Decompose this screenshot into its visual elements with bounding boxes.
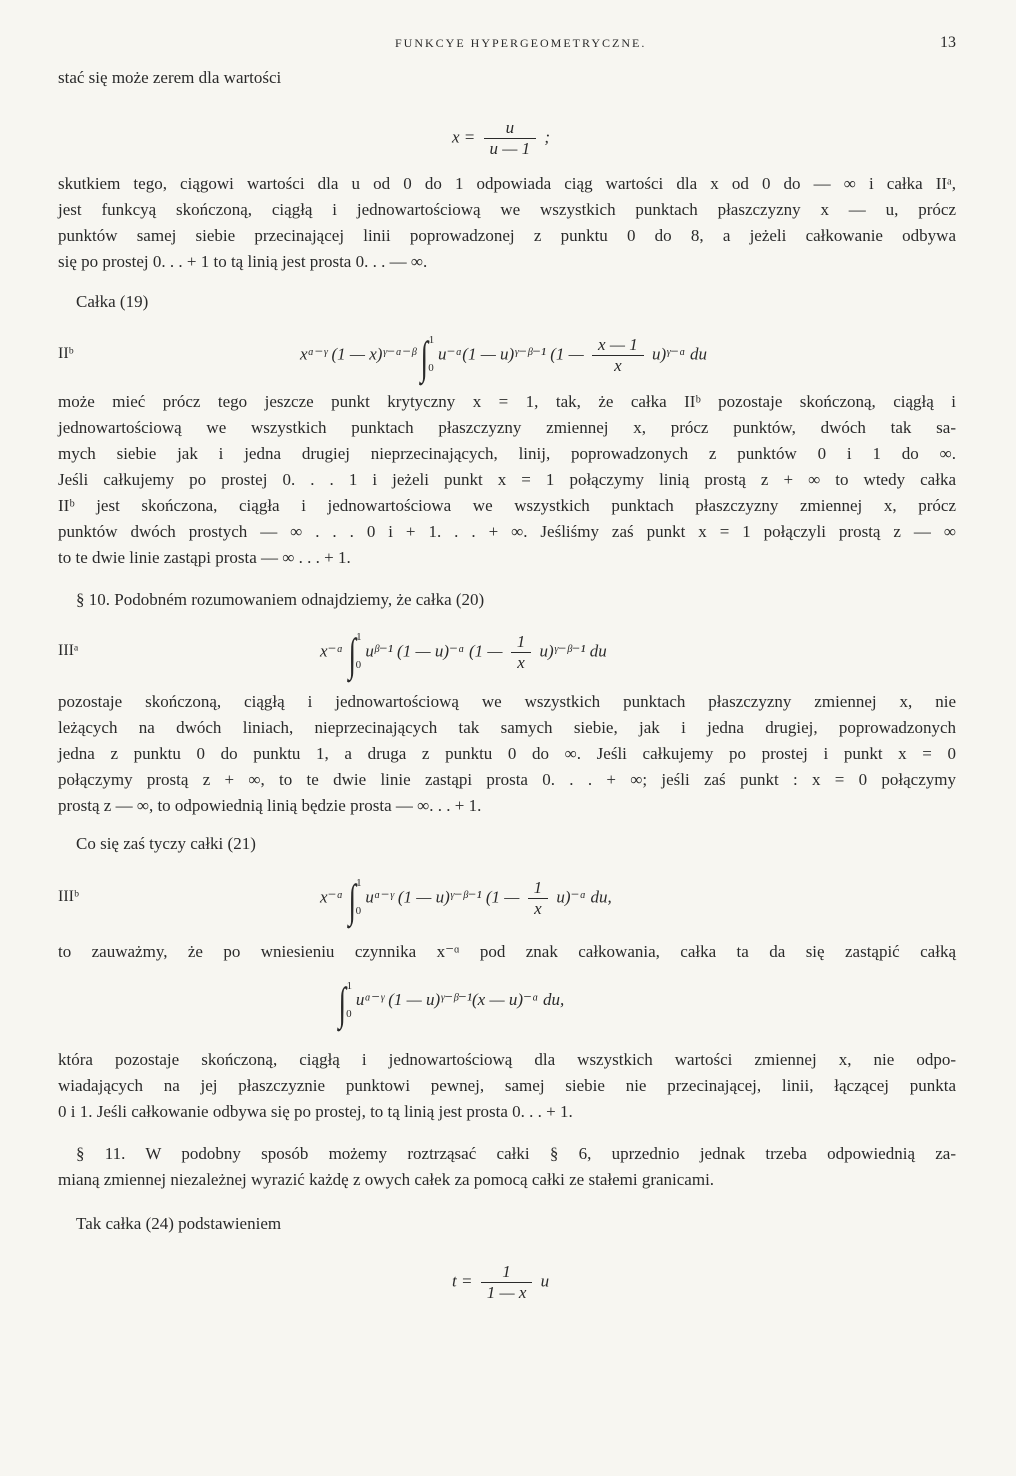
- eq-prefactor: x⁻ᵅ: [320, 641, 344, 661]
- fraction: [511, 632, 532, 673]
- eq-factor-close: u)ᵞ⁻ᵝ⁻¹ du: [539, 641, 607, 661]
- text-line: jednowartościową we wszystkich punktach płaszczyzny zmiennej x, prócz punktów, dwóch tak sa-: [58, 418, 956, 437]
- eq-factor-open: (1 —: [485, 887, 520, 907]
- integral-sign-icon: ∫: [420, 332, 429, 384]
- lower-limit: 0: [428, 362, 434, 375]
- eq-integrand: uᵝ⁻¹ (1 — u)⁻ᵅ: [365, 641, 465, 661]
- eq-integrand: uᵅ⁻ᵞ (1 — u)ᵞ⁻ᵝ⁻¹(x — u)⁻ᵅ du,: [355, 990, 565, 1009]
- eq-lhs: x =: [452, 127, 476, 147]
- text-line: może mieć prócz tego jeszcze punkt krytyczny x = 1, tak, że całka IIᵇ pozostaje skończoną, ciągłą i: [58, 392, 956, 411]
- eq-factor-open: (1 —: [550, 344, 584, 364]
- text-line: prostą z — ∞, to odpowiednią linią będzie prosta — ∞. . . + 1.: [58, 796, 482, 815]
- text-line: która pozostaje skończoną, ciągłą i jednowartościową dla wszystkich wartości zmiennej x, nie odpo-: [58, 1050, 956, 1069]
- equation-IIIb: [320, 875, 612, 927]
- fraction: [592, 335, 644, 376]
- eq-prefactor: x⁻ᵅ: [320, 887, 344, 907]
- upper-limit: 1: [356, 877, 362, 890]
- running-head: FUNKCYE HYPERGEOMETRYCZNE.: [395, 36, 647, 50]
- denominator: 1 — x: [486, 1283, 527, 1302]
- page-number: 13: [940, 34, 956, 51]
- eq-factor-close: u)⁻ᵅ du,: [556, 887, 612, 907]
- numerator: 1: [481, 1262, 533, 1283]
- eq-lhs: t =: [452, 1271, 473, 1291]
- page-header: [0, 36, 1016, 56]
- eq-integrand: uᵅ⁻ᵞ (1 — u)ᵞ⁻ᵝ⁻¹: [365, 887, 482, 907]
- lower-limit: 0: [346, 1008, 352, 1020]
- lower-limit: 0: [355, 905, 362, 918]
- equation-x-substitution: [452, 118, 550, 159]
- text-line: punktów dwóch prostych — ∞ . . . 0 i + 1. . . + ∞. Jeśliśmy zaś punkt x = 1 połączyli prostą z — ∞: [58, 522, 956, 541]
- equation-t-substitution: [452, 1262, 549, 1303]
- text-line: pozostaje skończoną, ciągłą i jednowartościową we wszystkich punktach płaszczyzny zmiennej x, nie: [58, 692, 956, 711]
- upper-limit: 1: [356, 631, 362, 644]
- equation-IIb: [300, 332, 708, 384]
- text-line: to zauważmy, że po wniesieniu czynnika x⁻ᵅ pod znak całkowania, całka ta da się zastąpić całką: [58, 942, 956, 961]
- equation-label: IIᵇ: [58, 345, 74, 362]
- text-line: punktów samej siebie przecinającej linii poprowadzonej z punktu 0 do 8, a jeżeli całkowanie odbywa: [58, 226, 956, 245]
- text-line: Całka (19): [76, 292, 149, 311]
- upper-limit: 1: [346, 980, 353, 992]
- text-line: mianą zmiennej niezależnej wyrazić każdę z owych całek za pomocą całki ze stałemi granicami.: [58, 1170, 715, 1189]
- fraction: [481, 1262, 533, 1303]
- integral-sign-icon: ∫: [338, 978, 347, 1029]
- equation-label: IIIᵇ: [58, 888, 79, 905]
- text-line: skutkiem tego, ciągowi wartości dla u od 0 do 1 odpowiada ciąg wartości dla x od 0 do — ∞ i całka IIᵃ,: [58, 174, 956, 193]
- fraction: [484, 118, 537, 159]
- numerator: 1: [528, 878, 549, 899]
- equation-IIIa: [320, 629, 607, 681]
- text-line: jedna z punktu 0 do punktu 1, a druga z punktu 0 do ∞. Jeśli całkujemy po prostej i punkt x = 0: [58, 744, 956, 763]
- text-line: leżących na dwóch liniach, nieprzecinających tak samych siebie, jak i jedna drugiej, poprowadzonych: [58, 718, 956, 737]
- text-line: wiadających na jej płaszczyznie punktowi pewnej, samej siebie nie przecinającej, linii, łączącej punkta: [58, 1076, 956, 1095]
- text-line: mych siebie jak i jedna drugiej nieprzecinających, linij, poprowadzonych z punktów 0 i 1 do ∞.: [58, 444, 956, 463]
- numerator: u: [484, 118, 537, 139]
- eq-integrand: u⁻ᵅ(1 — u)ᵞ⁻ᵝ⁻¹: [438, 344, 547, 364]
- denominator: x: [534, 899, 542, 918]
- numerator: 1: [511, 632, 532, 653]
- upper-limit: 1: [428, 334, 435, 347]
- text-line: to te dwie linie zastąpi prosta — ∞ . . . + 1.: [58, 548, 351, 567]
- denominator: x: [517, 653, 525, 672]
- text-line: Co się zaś tyczy całki (21): [76, 834, 256, 853]
- eq-factor-open: (1 —: [469, 641, 503, 661]
- eq-factor-close: u)ᵞ⁻ᵅ du: [651, 344, 708, 364]
- text-line: stać się może zerem dla wartości: [58, 68, 282, 87]
- text-line: 0 i 1. Jeśli całkowanie odbywa się po prostej, to tą linią jest prosta 0. . . + 1.: [58, 1102, 573, 1121]
- denominator: x: [614, 356, 622, 375]
- text-line: połączymy prostą z + ∞, to te dwie linie zastąpi prosta 0. . . + ∞; jeśli zaś punkt : x = 0 połączymy: [58, 770, 956, 789]
- eq-variable: u: [540, 1271, 550, 1291]
- punctuation: ;: [544, 127, 551, 147]
- equation-substituted-integral: [338, 978, 565, 1029]
- lower-limit: 0: [355, 659, 362, 672]
- section-heading-10: § 10. Podobném rozumowaniem odnajdziemy, że całka (20): [76, 590, 485, 609]
- numerator: x — 1: [592, 335, 644, 356]
- text-line: Tak całka (24) podstawieniem: [76, 1214, 282, 1233]
- text-line: się po prostej 0. . . + 1 to tą linią jest prosta 0. . . — ∞.: [58, 252, 428, 271]
- denominator: u — 1: [489, 139, 531, 158]
- text-line: IIᵇ jest skończona, ciągła i jednowartościowa we wszystkich punktach płaszczyzny zmiennej x, prócz: [58, 496, 956, 515]
- integral-sign-icon: ∫: [348, 629, 356, 681]
- eq-prefactor: xᵅ⁻ᵞ (1 — x)ᵞ⁻ᵅ⁻ᵝ: [300, 344, 416, 364]
- text-line: Jeśli całkujemy po prostej 0. . . 1 i jeżeli punkt x = 1 połączymy linią prostą z + ∞ to wtedy całka: [58, 470, 956, 489]
- text-line: jest funkcyą skończoną, ciągłą i jednowartościową we wszystkich punktach płaszczyzny x — u, prócz: [58, 200, 956, 219]
- fraction: [528, 878, 549, 919]
- section-heading-11: § 11. W podobny sposób możemy roztrząsać całki § 6, uprzednio jednak trzeba odpowiednią za-: [76, 1144, 956, 1163]
- integral-sign-icon: ∫: [348, 875, 356, 927]
- equation-label: IIIᵃ: [58, 642, 79, 659]
